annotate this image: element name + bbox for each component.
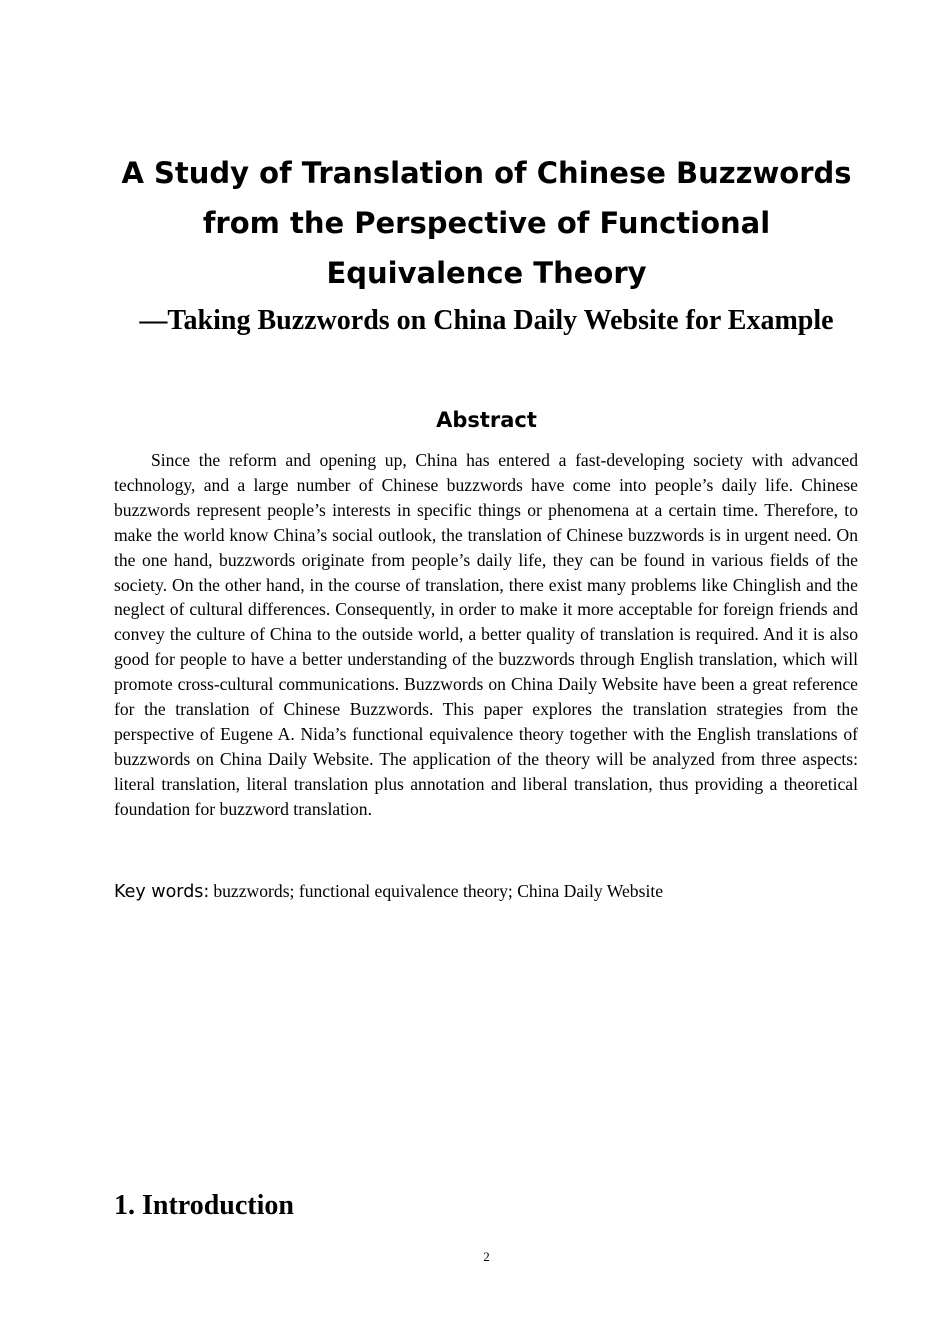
keywords-value: buzzwords; functional equivalence theory; China Daily Website: [213, 881, 664, 901]
subtitle: —Taking Buzzwords on China Daily Website for Example: [139, 305, 834, 336]
title-block: [100, 148, 873, 341]
title-line-3: Equivalence Theory: [326, 256, 647, 290]
section-heading-introduction: 1. Introduction: [114, 1190, 294, 1221]
title-line-2: from the Perspective of Functional: [202, 206, 771, 240]
abstract-heading: Abstract: [436, 408, 537, 432]
keywords-label: Key words:: [114, 882, 210, 902]
keywords-line: [114, 878, 858, 906]
title-line-1: A Study of Translation of Chinese Buzzwords: [121, 156, 852, 190]
page-number: 2: [483, 1249, 490, 1264]
abstract-body: Since the reform and opening up, China has entered a fast-developing society with advanced technology, and a large number of Chinese buzzwords have come into people’s daily life. Chinese buzzwords represent people’s interests in specific things or phenomena at a certain time. Therefore, to make the world know China’s social outlook, the translation of Chinese buzzwords is in urgent need. On the one hand, buzzwords originate from people’s daily life, they can be found in various fields of the society. On the other hand, in the course of translation, there exist many problems like Chinglish and the neglect of cultural differences. Consequently, in order to make it more acceptable for foreign friends and convey the culture of China to the outside world, a better quality of translation is required. And it is also good for people to have a better understanding of the buzzwords through English translation, which will promote cross-cultural communications. Buzzwords on China Daily Website have been a great reference for the translation of Chinese Buzzwords. This paper explores the translation strategies from the perspective of Eugene A. Nida’s functional equivalence theory together with the English translations of buzzwords on China Daily Website. The application of the theory will be analyzed from three aspects: literal translation, literal translation plus annotation and liberal translation, thus providing a theoretical foundation for buzzword translation.: [114, 450, 858, 819]
